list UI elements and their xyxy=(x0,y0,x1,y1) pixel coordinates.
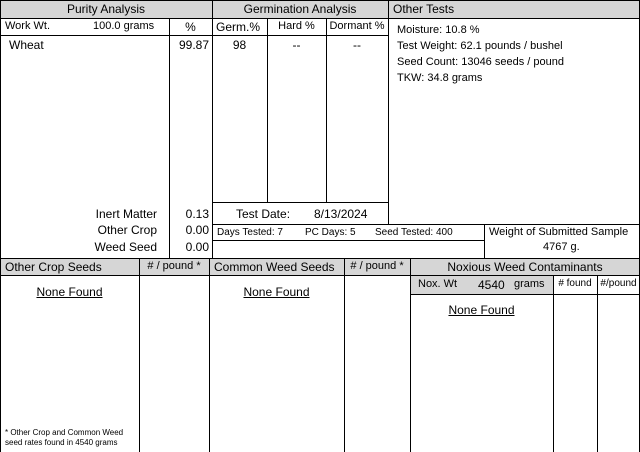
crop-name: Wheat xyxy=(9,38,44,52)
weed-seed-value: 0.00 xyxy=(185,240,209,254)
test-date-value: 8/13/2024 xyxy=(314,207,368,221)
dormant-header: Dormant % xyxy=(329,20,385,32)
footnote-line2: seed rates found in 4540 grams xyxy=(5,438,118,447)
nox-found-header: # found xyxy=(558,278,592,289)
germ-header: Germ.% xyxy=(216,20,261,34)
inert-label: Inert Matter xyxy=(95,207,157,221)
nox-wt-unit: grams xyxy=(514,278,545,290)
line xyxy=(553,275,554,452)
days-tested: Days Tested: 7 xyxy=(217,227,283,238)
nox-per-pound-header: #/pound xyxy=(600,278,637,289)
other-crop-seeds-title: Other Crop Seeds xyxy=(5,260,102,274)
common-weed-none-found: None Found xyxy=(243,285,310,299)
nox-wt-label: Nox. Wt xyxy=(418,278,458,290)
footnote-line1: * Other Crop and Common Weed xyxy=(5,428,124,437)
other-tests-title: Other Tests xyxy=(393,2,455,16)
line xyxy=(169,18,170,258)
line xyxy=(410,294,640,295)
weed-seed-label: Weed Seed xyxy=(94,240,157,254)
line xyxy=(0,0,640,1)
test-date-label: Test Date: xyxy=(236,207,291,221)
test-weight: Test Weight: 62.1 pounds / bushel xyxy=(397,40,563,52)
purity-title: Purity Analysis xyxy=(66,2,146,16)
line xyxy=(212,202,388,203)
other-crop-none-found: None Found xyxy=(36,285,103,299)
line xyxy=(410,258,411,452)
line xyxy=(344,258,345,452)
line xyxy=(388,0,389,224)
hard-value: -- xyxy=(292,38,301,52)
noxious-title: Noxious Weed Contaminants xyxy=(447,260,603,274)
common-weed-per-pound-header: # / pound * xyxy=(350,260,404,272)
line xyxy=(484,224,485,258)
nox-wt-value: 4540 xyxy=(478,278,505,292)
common-weed-seeds-title: Common Weed Seeds xyxy=(214,260,335,274)
line xyxy=(0,18,640,19)
other-crop-value: 0.00 xyxy=(185,223,209,237)
work-wt-value: 100.0 grams xyxy=(93,20,155,32)
other-crop-label: Other Crop xyxy=(97,223,157,237)
hard-header: Hard % xyxy=(278,20,315,32)
line xyxy=(0,35,388,36)
other-crop-per-pound-header: # / pound * xyxy=(147,260,201,272)
seed-count: Seed Count: 13046 seeds / pound xyxy=(397,56,564,68)
line xyxy=(597,275,598,452)
crop-percent: 99.87 xyxy=(178,38,209,52)
germination-title: Germination Analysis xyxy=(243,2,357,16)
tkw: TKW: 34.8 grams xyxy=(397,72,483,84)
inert-value: 0.13 xyxy=(185,207,209,221)
line xyxy=(212,224,640,225)
submitted-sample-label: Weight of Submitted Sample xyxy=(489,226,629,238)
line xyxy=(0,258,640,259)
line xyxy=(0,275,640,276)
dormant-value: -- xyxy=(353,38,361,52)
purity-percent-header: % xyxy=(185,20,196,34)
moisture: Moisture: 10.8 % xyxy=(397,24,480,36)
seed-tested: Seed Tested: 400 xyxy=(375,227,453,238)
noxious-none-found: None Found xyxy=(448,303,515,317)
line xyxy=(139,258,140,452)
germ-value: 98 xyxy=(232,38,247,52)
line xyxy=(212,240,484,241)
pc-days: PC Days: 5 xyxy=(305,227,356,238)
submitted-sample-value: 4767 g. xyxy=(543,241,580,253)
work-wt-label: Work Wt. xyxy=(5,20,51,32)
